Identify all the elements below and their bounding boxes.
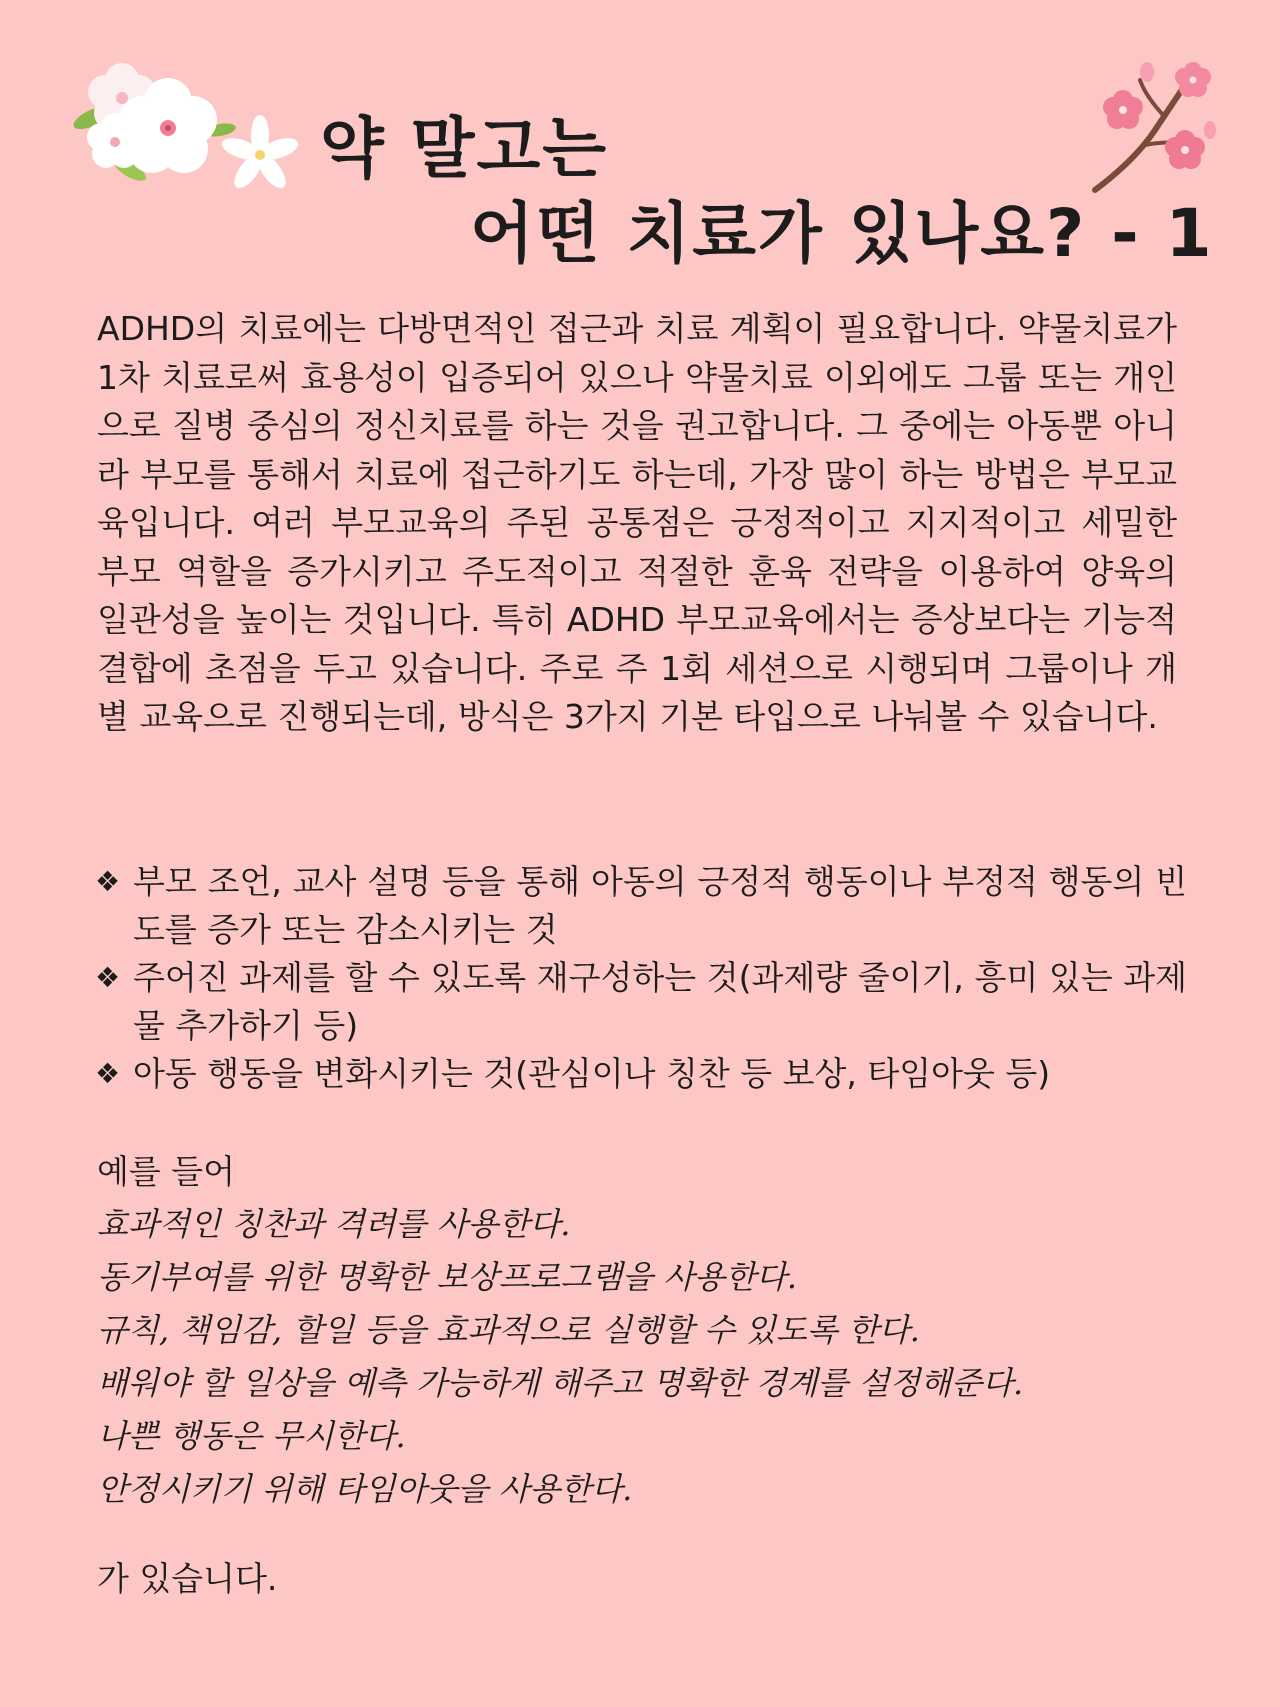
example-line: 규칙, 책임감, 할일 등을 효과적으로 실행할 수 있도록 한다.: [97, 1311, 920, 1349]
title-line-2: 어떤 치료가 있나요? - 1: [470, 195, 1214, 272]
treatment-types-list: [97, 858, 1187, 1098]
examples-section: [97, 1145, 1187, 1516]
closing-text: 가 있습니다.: [97, 1559, 278, 1598]
diamond-bullet-icon: ❖: [95, 865, 121, 898]
list-item-text: 부모 조언, 교사 설명 등을 통해 아동의 긍정적 행동이나 부정적 행동의 빈도를 증가 또는 감소시키는 것: [133, 862, 1187, 949]
examples-intro: 예를 들어: [97, 1152, 236, 1191]
example-line: 나쁜 행동은 무시한다.: [97, 1417, 406, 1455]
list-item-text: 주어진 과제를 할 수 있도록 재구성하는 것(과제량 줄이기, 흥미 있는 과제물 추가하기 등): [133, 958, 1187, 1045]
list-item: [97, 858, 1187, 954]
list-item: [97, 954, 1187, 1050]
list-item: [97, 1050, 1187, 1098]
intro-paragraph: ADHD의 치료에는 다방면적인 접근과 치료 계획이 필요합니다. 약물치료가 1차 치료로써 효용성이 입증되어 있으나 약물치료 이외에도 그룹 또는 개인으로 질병 중심의 정신치료를 하는 것을 권고합니다. 그 중에는 아동뿐 아니라 부모를 통해서 치료에 접근하기도 하는데, 가장 많이 하는 방법은 부모교육입니다. 여러 부모교육의 주된 공통점은 긍정적이고 지지적이고 세밀한 부모 역할을 증가시키고 주도적이고 적절한 훈육 전략을 이용하여 양육의 일관성을 높이는 것입니다. 특히 ADHD 부모교육에서는 증상보다는 기능적 결합에 초점을 두고 있습니다. 주로 주 1회 세션으로 시행되며 그룹이나 개별 교육으로 진행되는데, 방식은 3가지 기본 타입으로 나눠볼 수 있습니다.: [97, 309, 1177, 736]
title-line-1: 약 말고는: [320, 110, 609, 187]
page-title: [0, 0, 1280, 270]
example-line: 효과적인 칭찬과 격려를 사용한다.: [97, 1205, 571, 1243]
diamond-bullet-icon: ❖: [95, 961, 121, 994]
example-line: 배워야 할 일상을 예측 가능하게 해주고 명확한 경계를 설정해준다.: [97, 1364, 1024, 1402]
example-line: 동기부여를 위한 명확한 보상프로그램을 사용한다.: [97, 1258, 798, 1296]
diamond-bullet-icon: ❖: [95, 1057, 121, 1090]
list-item-text: 아동 행동을 변화시키는 것(관심이나 칭찬 등 보상, 타임아웃 등): [133, 1054, 1051, 1093]
example-line: 안정시키기 위해 타임아웃을 사용한다.: [97, 1470, 633, 1508]
